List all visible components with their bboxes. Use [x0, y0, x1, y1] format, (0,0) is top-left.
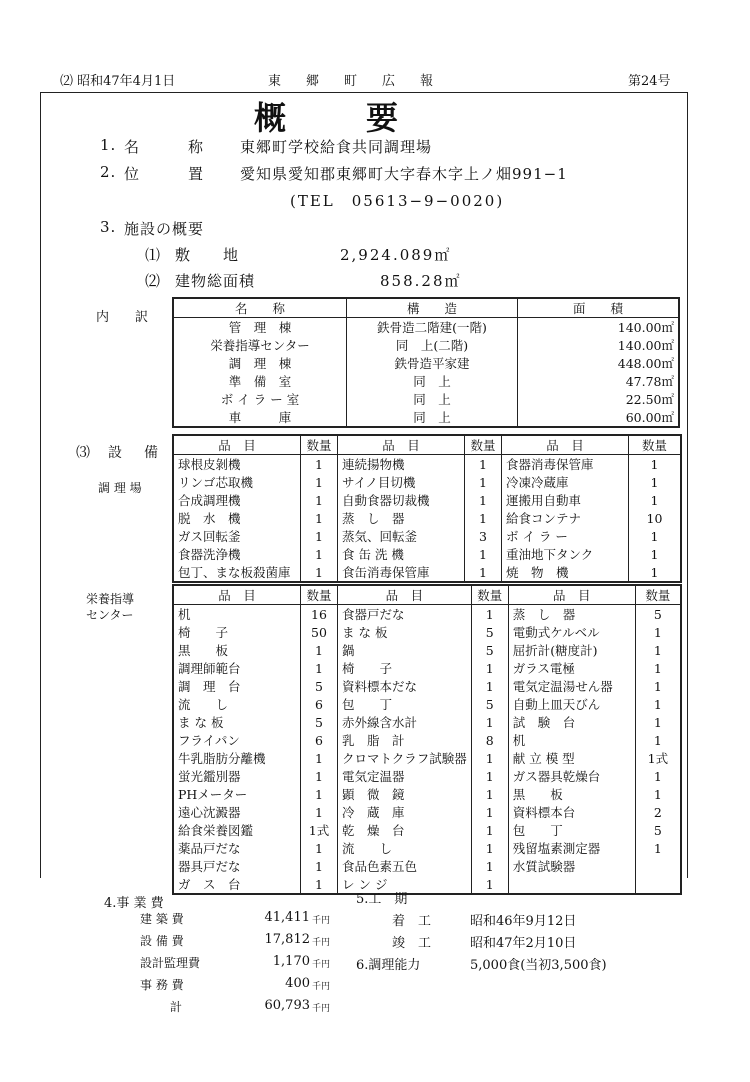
item-name: 鍋: [338, 641, 472, 659]
costs-title: 4.事 業 費: [104, 896, 164, 911]
item-name: リンゴ芯取機: [178, 474, 254, 490]
item-name: 赤外線含水計: [338, 713, 472, 731]
site-num: ⑴: [145, 246, 162, 264]
item-quantity: 1: [471, 605, 508, 624]
item-name: 食器戸だな: [338, 605, 472, 624]
breakdown-side-label: 内 訳: [96, 310, 149, 325]
item-name: 調理師範台: [178, 660, 241, 676]
item-quantity: 1: [301, 875, 338, 894]
item-quantity: 1: [629, 563, 682, 582]
item3-num: 3.: [100, 218, 117, 236]
item-name: 球根皮剝機: [178, 456, 241, 472]
item-quantity: 1: [301, 455, 338, 474]
item-name: 包丁、まな板殺菌庫: [178, 564, 291, 580]
item-quantity: 1: [635, 677, 681, 695]
breakdown-area: 140.00㎡: [518, 336, 680, 354]
kitchen-side-label: 調 理 場: [98, 481, 142, 495]
item-name: サイノ目切機: [338, 473, 465, 491]
table-row: [173, 677, 681, 695]
item-name: 残留塩素測定器: [508, 839, 635, 857]
item-quantity: 1: [465, 473, 502, 491]
item-name: ガス器具乾燥台: [508, 767, 635, 785]
item-quantity: 1: [301, 509, 338, 527]
breakdown-area: 60.00㎡: [518, 408, 680, 427]
item-name: フライパン: [178, 732, 240, 748]
item-quantity: 1: [471, 749, 508, 767]
item-quantity: 1: [465, 455, 502, 474]
table-row: [173, 527, 681, 545]
item-quantity: 1: [301, 803, 338, 821]
item-name: 乳 脂 計: [338, 731, 472, 749]
item-name: 蒸 し 器: [508, 605, 635, 624]
capacity-value: 5,000食(当初3,500食): [470, 958, 607, 973]
item-quantity: 1: [629, 473, 682, 491]
item2-label: 位 置: [124, 165, 205, 183]
item-quantity: 6: [301, 695, 338, 713]
equipment-label: 設 備: [108, 445, 162, 461]
item-quantity: 3: [465, 527, 502, 545]
item-name: 机: [178, 606, 191, 622]
table-row: [173, 821, 681, 839]
item-name: ガ ス 台: [178, 876, 241, 892]
schedule-end: 昭和47年2月10日: [470, 936, 577, 951]
item-name: 蒸 し 器: [338, 509, 465, 527]
item-quantity: 1: [301, 857, 338, 875]
kitchen-equipment-table: [172, 434, 682, 583]
center-header: 数量: [635, 585, 681, 605]
table-row: [173, 803, 681, 821]
item-quantity: 1: [471, 839, 508, 857]
cost-label: 設計監理費: [140, 956, 201, 970]
site-label: 敷 地: [175, 246, 240, 264]
breakdown-area: 47.78㎡: [518, 372, 680, 390]
floor-num: ⑵: [145, 272, 162, 290]
item-name: 調 理 台: [178, 678, 241, 694]
item-quantity: 1: [465, 545, 502, 563]
item2-tel: (TEL 05613−9−0020): [290, 192, 505, 210]
item-quantity: 1: [471, 785, 508, 803]
center-header: 数量: [471, 585, 508, 605]
cost-label: 建 築 費: [140, 912, 184, 926]
floor-value: 858.28㎡: [380, 272, 462, 290]
kitchen-header: 品 目: [173, 435, 301, 455]
item-name: 冷 蔵 庫: [338, 803, 472, 821]
item-quantity: 1: [629, 545, 682, 563]
item-name: 蛍光鑑別器: [178, 768, 241, 784]
item-name: 合成調理機: [178, 492, 241, 508]
header-issue: 第24号: [628, 74, 671, 89]
table-row: [173, 695, 681, 713]
item-quantity: 1: [635, 839, 681, 857]
breakdown-structure: 同 上: [347, 408, 518, 427]
item-name: 流 し: [338, 839, 472, 857]
header-date: ⑵ 昭和47年4月1日: [60, 74, 176, 89]
breakdown-table: [172, 297, 680, 428]
item-quantity: 1: [635, 785, 681, 803]
item-quantity: 1: [635, 623, 681, 641]
cost-label: 事 務 費: [140, 978, 184, 992]
cost-value: 41,411: [264, 910, 310, 925]
item-quantity: 1: [301, 785, 338, 803]
cost-value: 1,170: [272, 954, 310, 969]
item-quantity: 6: [301, 731, 338, 749]
item-name: 遠心沈澱器: [178, 804, 241, 820]
table-row: [173, 659, 681, 677]
item-name: PHメーター: [178, 786, 248, 802]
table-row: [173, 713, 681, 731]
cost-value: 60,793: [264, 998, 310, 1013]
table-row: [173, 491, 681, 509]
item-quantity: 2: [635, 803, 681, 821]
item-quantity: 1: [635, 641, 681, 659]
cost-unit: 千円: [312, 960, 331, 970]
breakdown-structure: 同 上(二階): [347, 336, 518, 354]
item-quantity: 1: [301, 767, 338, 785]
schedule-start-label: 着 工: [392, 914, 432, 929]
item-name: 蒸気、回転釜: [338, 527, 465, 545]
cost-unit: 千円: [312, 916, 331, 926]
item-quantity: 1: [635, 695, 681, 713]
item-name: ま な 板: [178, 714, 224, 730]
table-row: [173, 509, 681, 527]
item-name: 給食コンテナ: [502, 509, 629, 527]
item-quantity: [635, 875, 681, 894]
cost-unit: 千円: [312, 982, 331, 992]
center-header: 品 目: [508, 585, 635, 605]
breakdown-area: 140.00㎡: [518, 318, 680, 337]
item-quantity: 1: [301, 563, 338, 582]
item-quantity: 1: [471, 659, 508, 677]
item-name: ま な 板: [338, 623, 472, 641]
item-name: 電気定温器: [338, 767, 472, 785]
item-quantity: 1: [629, 491, 682, 509]
item-quantity: 8: [471, 731, 508, 749]
item-name: 黒 板: [508, 785, 635, 803]
floor-label: 建物総面積: [175, 272, 256, 290]
item-name: 食 缶 洗 機: [338, 545, 465, 563]
item3-label: 施設の概要: [124, 220, 205, 238]
item-quantity: 1: [635, 731, 681, 749]
item-name: 焼 物 機: [502, 563, 629, 582]
item-name: 屈折計(糖度計): [508, 641, 635, 659]
table-row: [173, 749, 681, 767]
item-quantity: 1: [635, 767, 681, 785]
table-row: [173, 408, 679, 427]
schedule-end-label: 竣 工: [392, 936, 432, 951]
item-quantity: 1: [301, 839, 338, 857]
item-name: レ ン ジ: [338, 875, 472, 894]
item-quantity: 5: [471, 641, 508, 659]
table-row: [173, 354, 679, 372]
item-name: [508, 875, 635, 894]
table-row: [173, 857, 681, 875]
item-quantity: 1: [301, 545, 338, 563]
item-name: 自動上皿天びん: [508, 695, 635, 713]
table-row: [173, 767, 681, 785]
center-header: 品 目: [173, 585, 301, 605]
item-name: 顕 微 鏡: [338, 785, 472, 803]
item-name: 乾 燥 台: [338, 821, 472, 839]
item2-value: 愛知県愛知郡東郷町大字春木字上ノ畑991−1: [240, 165, 568, 183]
cost-unit: 千円: [312, 1004, 331, 1014]
item-quantity: 10: [629, 509, 682, 527]
table-row: [173, 473, 681, 491]
breakdown-area: 448.00㎡: [518, 354, 680, 372]
kitchen-header: 品 目: [502, 435, 629, 455]
center-side-label-2: センター: [86, 608, 134, 622]
header-publication: 東 郷 町 広 報: [268, 74, 440, 89]
breakdown-header: 名 称: [173, 298, 347, 318]
item-name: ガラス電極: [508, 659, 635, 677]
item2-num: 2.: [100, 163, 117, 181]
item-name: 水質試験器: [508, 857, 635, 875]
item-quantity: 5: [301, 677, 338, 695]
item-quantity: 1: [301, 641, 338, 659]
kitchen-header: 数量: [629, 435, 682, 455]
breakdown-name: ボ イ ラ ー 室: [220, 391, 300, 407]
item-name: 薬品戸だな: [178, 840, 241, 856]
cost-unit: 千円: [312, 938, 331, 948]
equipment-num: ⑶: [76, 445, 90, 461]
center-equipment-table: [172, 584, 682, 895]
site-value: 2,924.089㎡: [340, 246, 452, 264]
item-name: 流 し: [178, 696, 229, 712]
table-row: [173, 563, 681, 582]
item-quantity: 1: [465, 491, 502, 509]
item1-value: 東郷町学校給食共同調理場: [240, 138, 433, 156]
table-row: [173, 785, 681, 803]
breakdown-structure: 同 上: [347, 390, 518, 408]
kitchen-header: 品 目: [338, 435, 465, 455]
table-row: [173, 336, 679, 354]
table-row: [173, 605, 681, 624]
item-name: 机: [508, 731, 635, 749]
table-row: [173, 623, 681, 641]
item-name: 食器消毒保管庫: [502, 455, 629, 474]
table-row: [173, 455, 681, 474]
breakdown-name: 栄養指導センター: [210, 337, 310, 353]
item-quantity: 1: [471, 767, 508, 785]
center-header: 数量: [301, 585, 338, 605]
item-quantity: 1: [471, 713, 508, 731]
item-quantity: 1: [301, 659, 338, 677]
breakdown-header: 面 積: [518, 298, 680, 318]
item1-num: 1.: [100, 136, 117, 154]
item-quantity: 1: [471, 677, 508, 695]
item-name: 電気定温湯せん器: [508, 677, 635, 695]
item-quantity: 5: [301, 713, 338, 731]
item-name: ガス回転釜: [178, 528, 241, 544]
cost-label: 計: [170, 1000, 183, 1014]
item-name: クロマトクラフ試験器: [338, 749, 472, 767]
breakdown-structure: 同 上: [347, 372, 518, 390]
item-name: 資料標本だな: [338, 677, 472, 695]
item-quantity: 1: [635, 659, 681, 677]
item-quantity: 1: [301, 491, 338, 509]
breakdown-structure: 鉄骨造平家建: [347, 354, 518, 372]
item-quantity: 1: [301, 749, 338, 767]
item-name: 食品色素五色: [338, 857, 472, 875]
table-row: [173, 372, 679, 390]
table-row: [173, 839, 681, 857]
item-quantity: 5: [471, 623, 508, 641]
center-side-label-1: 栄養指導: [86, 592, 135, 606]
cost-value: 400: [285, 976, 310, 991]
item-name: 食缶消毒保管庫: [338, 563, 465, 582]
breakdown-name: 管 理 棟: [228, 319, 292, 335]
breakdown-name: 準 備 室: [228, 373, 292, 389]
table-row: [173, 318, 679, 337]
item-name: 連続揚物機: [338, 455, 465, 474]
table-row: [173, 731, 681, 749]
item-name: 重油地下タンク: [502, 545, 629, 563]
breakdown-header: 構 造: [347, 298, 518, 318]
breakdown-structure: 鉄骨造二階建(一階): [347, 318, 518, 337]
item-quantity: [635, 857, 681, 875]
item-name: 椅 子: [338, 659, 472, 677]
kitchen-header: 数量: [301, 435, 338, 455]
item-quantity: 1: [471, 821, 508, 839]
item-quantity: 1: [471, 875, 508, 894]
item-name: 運搬用自動車: [502, 491, 629, 509]
item-name: 食器洗浄機: [178, 546, 241, 562]
breakdown-name: 車 庫: [228, 409, 292, 425]
item1-label: 名 称: [124, 138, 205, 156]
item-quantity: 16: [301, 605, 338, 624]
center-header: 品 目: [338, 585, 472, 605]
kitchen-header: 数量: [465, 435, 502, 455]
page-title: 概要: [254, 99, 479, 137]
item-name: 資料標本台: [508, 803, 635, 821]
breakdown-name: 調 理 棟: [228, 355, 292, 371]
cost-value: 17,812: [264, 932, 310, 947]
item-name: 試 験 台: [508, 713, 635, 731]
item-name: 包 丁: [508, 821, 635, 839]
item-quantity: 1: [629, 527, 682, 545]
item-name: 椅 子: [178, 624, 229, 640]
table-row: [173, 875, 681, 894]
item-name: 給食栄養図鑑: [178, 822, 254, 838]
item-quantity: 1式: [635, 749, 681, 767]
item-quantity: 1式: [301, 821, 338, 839]
item-name: 献 立 模 型: [508, 749, 635, 767]
item-name: 包 丁: [338, 695, 472, 713]
item-quantity: 1: [301, 527, 338, 545]
item-quantity: 1: [301, 473, 338, 491]
capacity-title: 6.調理能力: [356, 958, 421, 973]
item-name: 冷凍冷蔵庫: [502, 473, 629, 491]
item-quantity: 5: [635, 821, 681, 839]
table-row: [173, 390, 679, 408]
table-row: [173, 545, 681, 563]
item-quantity: 50: [301, 623, 338, 641]
item-name: 電動式ケルベル: [508, 623, 635, 641]
item-name: 自動食器切裁機: [338, 491, 465, 509]
item-quantity: 1: [465, 509, 502, 527]
item-quantity: 5: [635, 605, 681, 624]
item-name: 器具戸だな: [178, 858, 241, 874]
item-quantity: 1: [629, 455, 682, 474]
schedule-title: 5.工 期: [356, 892, 408, 907]
item-quantity: 1: [471, 803, 508, 821]
item-name: ボ イ ラ ー: [502, 527, 629, 545]
item-quantity: 1: [465, 563, 502, 582]
item-quantity: 5: [471, 695, 508, 713]
item-quantity: 1: [471, 857, 508, 875]
item-name: 黒 板: [178, 642, 229, 658]
cost-label: 設 備 費: [140, 934, 184, 948]
schedule-start: 昭和46年9月12日: [470, 914, 577, 929]
table-row: [173, 641, 681, 659]
item-name: 脱 水 機: [178, 510, 241, 526]
breakdown-area: 22.50㎡: [518, 390, 680, 408]
item-quantity: 1: [635, 713, 681, 731]
item-name: 牛乳脂肪分離機: [178, 750, 266, 766]
